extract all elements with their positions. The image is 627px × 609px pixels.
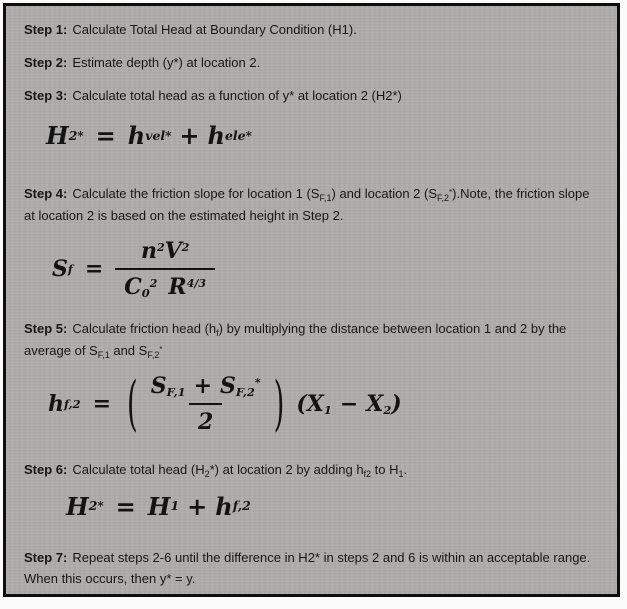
step-4-label: Step 4: [24, 186, 68, 202]
step-5-paragraph [24, 318, 597, 362]
math-token: n [140, 238, 157, 265]
math-token: = [115, 491, 136, 521]
math-token: + [179, 121, 200, 151]
subscript: f [216, 328, 219, 339]
left-parenthesis: ( [127, 369, 138, 439]
math-token: = [95, 121, 116, 151]
step-5-text: ) by multiplying the distance between location 1 and 2 by the average of S [24, 321, 567, 358]
math-token: H [66, 491, 89, 521]
step-6-label: Step 6: [24, 461, 68, 477]
math-token: 4/3 [186, 277, 207, 290]
math-token: X [306, 390, 324, 417]
math-token: 2 [181, 241, 190, 254]
step-5-label: Step 5: [24, 321, 68, 337]
step-4-text: ) and location 2 (S [331, 186, 438, 202]
step-7-text: Repeat steps 2-6 until the difference in H2* in steps 2 and 6 is within an acceptable range. When this occurs, then y* = y. [24, 549, 591, 587]
math-token: 2 [383, 403, 392, 417]
fraction-denominator [189, 403, 222, 435]
step-6-text: *) at location 2 by adding h [209, 461, 364, 477]
math-token: − [339, 390, 359, 417]
math-token: V [164, 238, 182, 265]
step-7-paragraph [24, 547, 597, 591]
math-token: S [220, 372, 236, 399]
step-3-label: Step 3: [24, 87, 68, 103]
step-4-text: Calculate the friction slope for location 1 (S [72, 186, 320, 202]
subscript: f2 [363, 468, 372, 479]
fraction [115, 238, 215, 300]
math-token: 1 [323, 403, 332, 417]
superscript: * [159, 344, 163, 354]
math-token: F,2 [235, 385, 255, 399]
math-token: S [52, 256, 68, 283]
distance-term [296, 391, 401, 417]
step-4-text: ).Note, the friction slope at location 2 is based on the estimated height in Step 2. [24, 186, 590, 224]
math-token: C [124, 274, 142, 301]
math-token: 2 [156, 241, 165, 254]
right-parenthesis: ) [273, 369, 285, 439]
math-token: 0 [141, 286, 150, 301]
step-7-label: Step 7: [24, 549, 68, 565]
fraction-numerator [132, 238, 198, 268]
math-token: S [150, 372, 167, 399]
fraction-denominator [115, 268, 215, 300]
math-token: 2 [198, 408, 214, 435]
math-token: h [127, 121, 146, 151]
total-head-update-formula: H 2 * = H 1 + h f,2 [66, 491, 251, 521]
step-6-text: . [403, 461, 408, 477]
step-2-text: Estimate depth (y*) at location 2. [72, 54, 261, 70]
math-token: H [147, 491, 171, 521]
step-3-text: Calculate total head as a function of y* at location 2 (H2*) [72, 87, 402, 103]
math-token: h [207, 121, 225, 151]
step-6-text: Calculate total head (H [72, 461, 205, 477]
math-token: H [46, 121, 69, 151]
math-token: + [193, 372, 213, 399]
document-panel [3, 3, 620, 597]
math-token: = [84, 256, 104, 283]
step-4-paragraph [24, 183, 597, 227]
subscript: 1 [398, 468, 404, 479]
math-token: * [254, 375, 261, 389]
math-token: X [366, 390, 384, 417]
math-token: F,1 [166, 385, 186, 399]
step-6-paragraph [24, 459, 597, 481]
math-token: = [92, 390, 112, 417]
math-token: R [168, 274, 187, 301]
step-3-paragraph [24, 85, 597, 107]
step-1-label: Step 1: [24, 22, 68, 37]
subscript: F,2 [147, 349, 160, 360]
math-token: h [48, 390, 64, 417]
step-1-paragraph [24, 19, 597, 41]
math-token: 2 [149, 277, 158, 290]
step-6-text: to H [371, 461, 399, 477]
subscript: F,2 [437, 193, 450, 204]
step-2-paragraph [24, 52, 597, 74]
math-token: + [187, 491, 208, 521]
friction-head-formula: h f,2 = ( $\frac{SF,1 + SF,2^*}{2}$ ) (X1 − X2) [48, 369, 402, 439]
step-2-label: Step 2: [24, 54, 68, 70]
step-1-text: Calculate Total Head at Boundary Condition (H1). [72, 22, 357, 37]
math-token: ( [296, 390, 307, 417]
superscript: * [449, 188, 453, 198]
subscript: 2 [204, 468, 210, 479]
friction-slope-formula: S f = $\frac{n^2V^2}{C0^2 R^{4/3}}$ [52, 238, 597, 300]
subscript: F,1 [97, 349, 110, 360]
fraction-numerator [142, 373, 270, 403]
fraction [142, 373, 270, 435]
total-head-function-formula: H 2 * = h vel * + h ele * [46, 121, 252, 151]
step-5-text: Calculate friction head (h [72, 321, 217, 337]
subscript: F,1 [319, 193, 332, 204]
math-token: h [215, 491, 233, 521]
step-5-text: and S [109, 342, 148, 358]
math-token: ) [391, 390, 402, 417]
